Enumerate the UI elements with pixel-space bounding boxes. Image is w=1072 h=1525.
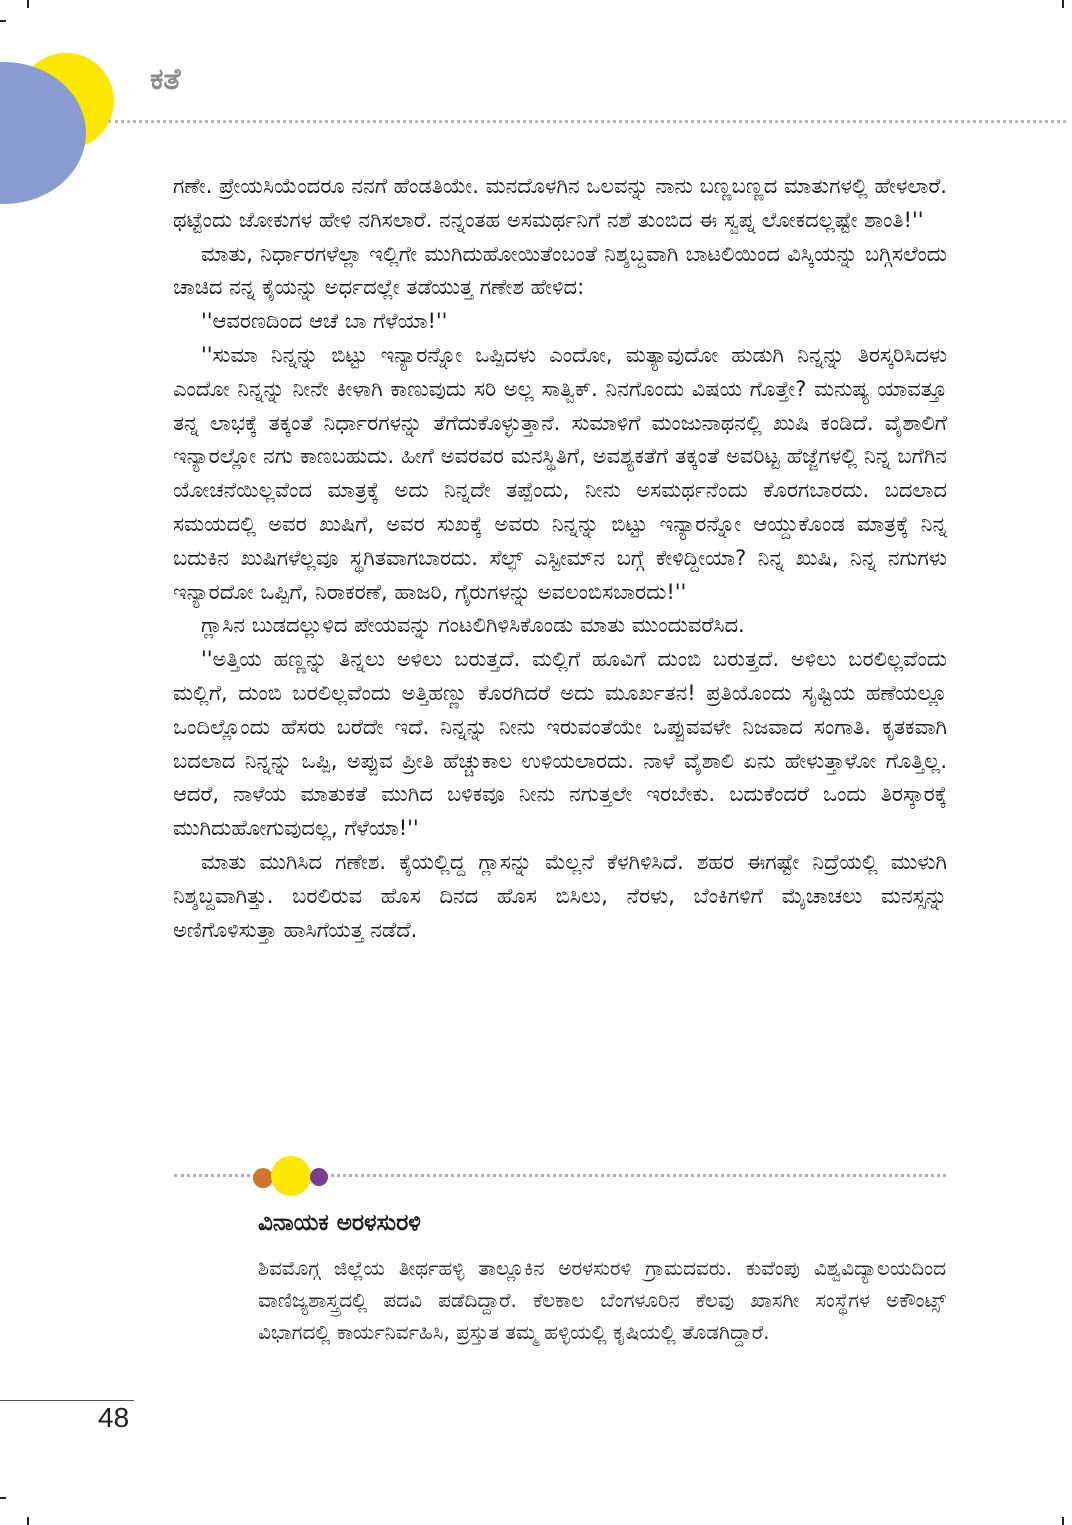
author-bio: ಶಿವಮೊಗ್ಗ ಜಿಲ್ಲೆಯ ತೀರ್ಥಹಳ್ಳಿ ತಾಲ್ಲೂಕಿನ ಅರಳಸುರಳಿ ಗ್ರಾಮದವರು. ಕುವೆಂಪು ವಿಶ್ವವಿದ್ಯಾಲಯದಿಂದ ವಾಣಿಜ್ಯಶಾಸ್ತ್ರದಲ್ಲಿ ಪದವಿ ಪಡೆದಿದ್ದಾರೆ. ಕೆಲಕಾಲ ಬೆಂಗಳೂರಿನ ಕೆಲವು ಖಾಸಗೀ ಸಂಸ್ಥೆಗಳ ಅಕೌಂಟ್ಸ್ ವಿಭಾಗದಲ್ಲಿ ಕಾರ್ಯನಿರ್ವಹಿಸಿ, ಪ್ರಸ್ತುತ ತಮ್ಮ ಹಳ್ಳಿಯಲ್ಲಿ ಕೃಷಿಯಲ್ಲಿ ತೊಡಗಿದ್ದಾರೆ.: [258, 1256, 946, 1344]
crop-mark: [27, 0, 29, 8]
story-paragraph: ಮಾತು ಮುಗಿಸಿದ ಗಣೇಶ. ಕೈಯಲ್ಲಿದ್ದ ಗ್ಲಾಸನ್ನು ಮೆಲ್ಲನೆ ಕೆಳಗಿಳಿಸಿದೆ. ಶಹರ ಈಗಷ್ಟೇ ನಿದ್ರೆಯಲ್ಲಿ ಮುಳುಗಿ ನಿಶ್ಶಬ್ದವಾಗಿತ್ತು. ಬರಲಿರುವ ಹೊಸ ದಿನದ ಹೊಸ ಬಿಸಿಲು, ನೆರಳು, ಬೆಂಕಿಗಳಿಗೆ ಮೈಚಾಚಲು ಮನಸ್ಸನ್ನು ಅಣಿಗೊಳಿಸುತ್ತಾ ಹಾಸಿಗೆಯತ್ತ ನಡೆದೆ.: [173, 849, 947, 942]
story-paragraph: ''ಸುಮಾ ನಿನ್ನನ್ನು ಬಿಟ್ಟು ಇನ್ಯಾರನ್ನೋ ಒಪ್ಪಿದಳು ಎಂದೋ, ಮತ್ಯಾವುದೋ ಹುಡುಗಿ ನಿನ್ನನ್ನು ತಿರಸ್ಕರಿಸಿದಳು ಎಂದೋ ನಿನ್ನನ್ನು ನೀನೇ ಕೀಳಾಗಿ ಕಾಣುವುದು ಸರಿ ಅಲ್ಲ ಸಾತ್ವಿಕ್. ನಿನಗೊಂದು ವಿಷಯ ಗೊತ್ತೇ? ಮನುಷ್ಯ ಯಾವತ್ತೂ ತನ್ನ ಲಾಭಕ್ಕೆ ತಕ್ಕಂತೆ ನಿರ್ಧಾರಗಳನ್ನು ತೆಗೆದುಕೊಳ್ಳುತ್ತಾನೆ. ಸುಮಾಳಿಗೆ ಮಂಜುನಾಥನಲ್ಲಿ ಖುಷಿ ಕಂಡಿದೆ. ವೈಶಾಲಿಗೆ ಇನ್ಯಾರಲ್ಲೋ ನಗು ಕಾಣಬಹುದು. ಹೀಗೆ ಅವರವರ ಮನಸ್ಥಿತಿಗೆ, ಅವಶ್ಯಕತೆಗೆ ತಕ್ಕಂತೆ ಅವರಿಟ್ಟ ಹೆಜ್ಜೆಗಳಲ್ಲಿ ನಿನ್ನ ಬಗೆಗಿನ ಯೋಚನೆಯಿಲ್ಲವೆಂದ ಮಾತ್ರಕ್ಕೆ ಅದು ನಿನ್ನದೇ ತಪ್ಪೆಂದು, ನೀನು ಅಸಮರ್ಥನೆಂದು ಕೊರಗಬಾರದು. ಬದಲಾದ ಸಮಯದಲ್ಲಿ ಅವರ ಖುಷಿಗೆ, ಅವರ ಸುಖಕ್ಕೆ ಅವರು ನಿನ್ನನ್ನು ಬಿಟ್ಟು ಇನ್ಯಾರನ್ನೋ ಆಯ್ದುಕೊಂಡ ಮಾತ್ರಕ್ಕೆ ನಿನ್ನ ಬದುಕಿನ ಖುಷಿಗಳೆಲ್ಲವೂ ಸ್ಥಗಿತವಾಗಬಾರದು. ಸೆಲ್ಫ್ ಎಸ್ಟೀಮ್‌ನ ಬಗ್ಗೆ ಕೇಳಿದ್ದೀಯಾ? ನಿನ್ನ ಖುಷಿ, ನಿನ್ನ ನಗುಗಳು ಇನ್ಯಾರದೋ ಒಪ್ಪಿಗೆ, ನಿರಾಕರಣೆ, ಹಾಜರಿ, ಗೈರುಗಳನ್ನು ಅವಲಂಬಿಸಬಾರದು!'': [173, 342, 947, 604]
crop-mark: [0, 1497, 6, 1499]
decorative-purple-dot: [310, 1168, 328, 1186]
author-name: ವಿನಾಯಕ ಅರಳಸುರಳಿ: [258, 1210, 421, 1236]
story-paragraph: ಗಣೇ. ಪ್ರೇಯಸಿಯೆಂದರೂ ನನಗೆ ಹೆಂಡತಿಯೇ. ಮನದೊಳಗಿನ ಒಲವನ್ನು ನಾನು ಬಣ್ಣಬಣ್ಣದ ಮಾತುಗಳಲ್ಲಿ ಹೇಳಲಾರೆ. ಥಟ್ಟೆಂದು ಜೋಕುಗಳ ಹೇಳಿ ನಗಿಸಲಾರೆ. ನನ್ನಂತಹ ಅಸಮರ್ಥನಿಗೆ ನಶೆ ತುಂಬಿದ ಈ ಸ್ವಪ್ನ ಲೋಕದಲ್ಲಷ್ಟೇ ಶಾಂತಿ!'': [173, 174, 947, 232]
footer-rule: [0, 1400, 134, 1401]
header-dotted-rule: [108, 120, 1066, 123]
crop-mark: [1062, 0, 1064, 8]
decorative-orange-dot: [253, 1168, 273, 1188]
story-body: [173, 170, 947, 947]
story-paragraph: ''ಆವರಣದಿಂದ ಆಚೆ ಬಾ ಗೆಳೆಯಾ!'': [201, 309, 448, 334]
story-paragraph: ''ಅತ್ತಿಯ ಹಣ್ಣನ್ನು ತಿನ್ನಲು ಅಳಿಲು ಬರುತ್ತದೆ. ಮಲ್ಲಿಗೆ ಹೂವಿಗೆ ದುಂಬಿ ಬರುತ್ತದೆ. ಅಳಿಲು ಬರಲಿಲ್ಲವೆಂದು ಮಲ್ಲಿಗೆ, ದುಂಬಿ ಬರಲಿಲ್ಲವೆಂದು ಅತ್ತಿಹಣ್ಣು ಕೊರಗಿದರೆ ಅದು ಮೂರ್ಖತನ! ಪ್ರತಿಯೊಂದು ಸೃಷ್ಟಿಯ ಹಣೆಯಲ್ಲೂ ಒಂದಿಲ್ಲೊಂದು ಹೆಸರು ಬರೆದೇ ಇದೆ. ನಿನ್ನನ್ನು ನೀನು ಇರುವಂತೆಯೇ ಒಪ್ಪುವವಳೇ ನಿಜವಾದ ಸಂಗಾತಿ. ಕೃತಕವಾಗಿ ಬದಲಾದ ನಿನ್ನನ್ನು ಒಪ್ಪಿ, ಅಪ್ಪುವ ಪ್ರೀತಿ ಹೆಚ್ಚುಕಾಲ ಉಳಿಯಲಾರದು. ನಾಳೆ ವೈಶಾಲಿ ಏನು ಹೇಳುತ್ತಾಳೋ ಗೊತ್ತಿಲ್ಲ. ಆದರೆ, ನಾಳೆಯ ಮಾತುಕತೆ ಮುಗಿದ ಬಳಿಕವೂ ನೀನು ನಗುತ್ತಲೇ ಇರಬೇಕು. ಬದುಕೆಂದರೆ ಒಂದು ತಿರಸ್ಕಾರಕ್ಕೆ ಮುಗಿದುಹೋಗುವುದಲ್ಲ, ಗೆಳೆಯಾ!'': [173, 647, 947, 841]
decorative-yellow-dot: [271, 1156, 311, 1196]
section-label: ಕತೆ: [150, 62, 181, 97]
crop-mark: [1062, 1517, 1064, 1525]
story-paragraph: ಮಾತು, ನಿರ್ಧಾರಗಳೆಲ್ಲಾ ಇಲ್ಲಿಗೇ ಮುಗಿದುಹೋಯಿತೆಂಬಂತೆ ನಿಶ್ಶಬ್ದವಾಗಿ ಬಾಟಲಿಯಿಂದ ವಿಸ್ಕಿಯನ್ನು ಬಗ್ಗಿಸಲೆಂದು ಚಾಚಿದ ನನ್ನ ಕೈಯನ್ನು ಅರ್ಧದಲ್ಲೇ ತಡೆಯುತ್ತ ಗಣೇಶ ಹೇಳಿದ:: [173, 241, 947, 300]
story-paragraph: ಗ್ಲಾಸಿನ ಬುಡದಲ್ಲುಳಿದ ಪೇಯವನ್ನು ಗಂಟಲಿಗಿಳಿಸಿಕೊಂಡು ಮಾತು ಮುಂದುವರೆಸಿದ.: [201, 613, 745, 638]
crop-mark: [27, 1517, 29, 1525]
crop-mark: [0, 20, 6, 22]
page-number: 48: [98, 1402, 130, 1433]
